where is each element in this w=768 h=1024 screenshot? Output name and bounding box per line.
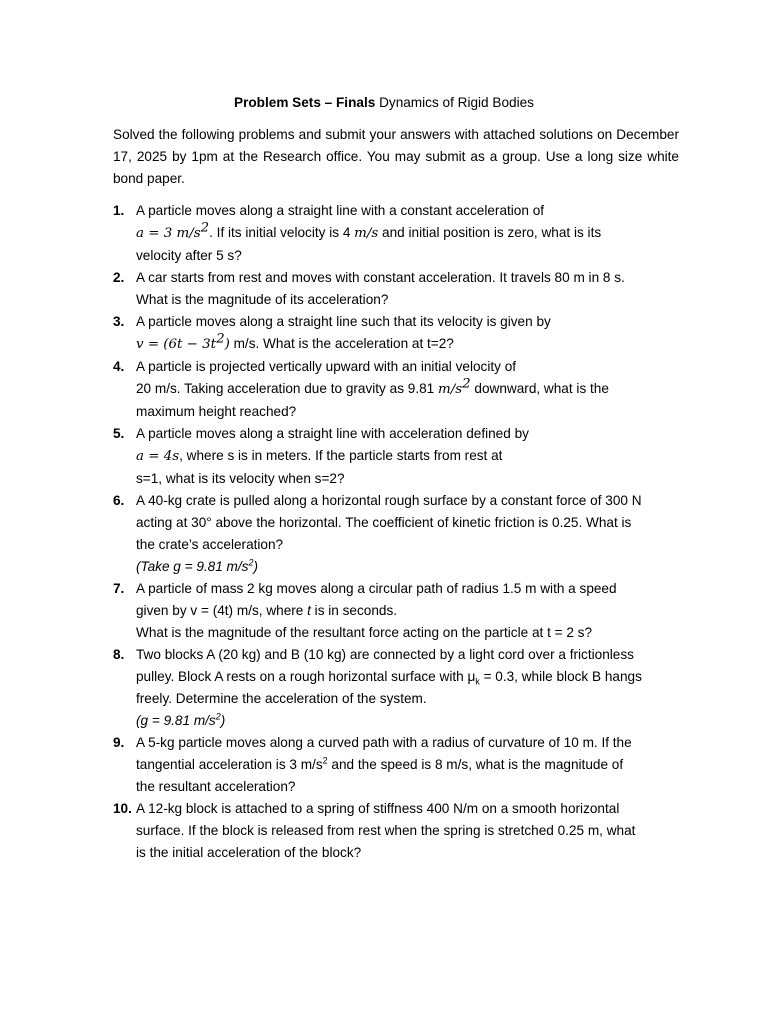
problem-text: A particle of mass 2 kg moves along a circular path of radius 1.5 m with a speed (136, 581, 617, 596)
note-exponent: 2 (215, 711, 221, 722)
problem-text: velocity after 5 s? (136, 248, 242, 263)
problem-text: A particle moves along a straight line with a constant acceleration of (136, 203, 545, 218)
title-bold: Problem Sets – Finals (234, 95, 376, 110)
problem-item-10 (113, 798, 673, 864)
problem-item-5 (113, 423, 673, 490)
problem-text: What is the magnitude of the resultant force acting on the particle at t = 2 s? (136, 625, 593, 640)
unit-exponent: 2 (322, 755, 328, 766)
problem-text: Two blocks A (20 kg) and B (10 kg) are connected by a light cord over a frictionless (136, 647, 634, 662)
equation: a = 3 m/s (136, 226, 201, 241)
problem-text: and the speed is 8 m/s, what is the magnitude of (327, 757, 624, 772)
note-close: ) (220, 713, 226, 728)
problem-note: (g = 9.81 m/s (136, 713, 216, 728)
problem-text: pulley. Block A rests on a rough horizontal surface with μ (136, 669, 476, 684)
equation-exponent: 2 (200, 220, 210, 236)
problem-text: acting at 30° above the horizontal. The coefficient of kinetic friction is 0.25. What is (136, 515, 632, 530)
problem-item-9 (113, 732, 673, 798)
problem-text: s=1, what is its velocity when s=2? (136, 471, 345, 486)
problem-number: 10. (113, 801, 132, 816)
page-title (0, 92, 768, 114)
problem-item-6 (113, 490, 673, 578)
problem-number: 4. (113, 359, 125, 374)
problem-number: 7. (113, 581, 125, 596)
unit-exponent: 2 (462, 376, 471, 392)
problem-item-3 (113, 311, 673, 356)
problem-text: = 0.3, while block B hangs (479, 669, 642, 684)
note-close: ) (253, 559, 259, 574)
problem-text: A 5-kg particle moves along a curved path with a radius of curvature of 10 m. If the (136, 735, 632, 750)
problem-text: and initial position is zero, what is its (378, 225, 602, 240)
problem-item-2 (113, 267, 673, 311)
problem-text: A car starts from rest and moves with constant acceleration. It travels 80 m in 8 s. (136, 270, 625, 285)
note-exponent: 2 (248, 557, 254, 568)
problem-text: A particle moves along a straight line with acceleration defined by (136, 426, 529, 441)
problem-number: 9. (113, 735, 125, 750)
problem-item-1 (113, 200, 673, 267)
problem-number: 1. (113, 203, 125, 218)
problem-text: downward, what is the (470, 381, 609, 396)
problem-text: tangential acceleration is 3 m/s (136, 757, 323, 772)
problem-text: , where s is in meters. If the particle starts from rest at (179, 448, 503, 463)
friction-subscript: k (475, 676, 480, 687)
problem-note: (Take g = 9.81 m/s (136, 559, 249, 574)
problem-item-7 (113, 578, 673, 644)
problem-list (113, 200, 673, 864)
equation-close: ) (224, 337, 230, 352)
problem-number: 3. (113, 314, 125, 329)
problem-text: is the initial acceleration of the block? (136, 845, 362, 860)
problem-text: freely. Determine the acceleration of the system. (136, 691, 427, 706)
title-subject: Dynamics of Rigid Bodies (379, 95, 534, 110)
problem-text: A particle is projected vertically upward with an initial velocity of (136, 359, 517, 374)
problem-text: . If its initial velocity is 4 (209, 225, 355, 240)
unit: m/s (354, 226, 379, 241)
problem-text: A 12-kg block is attached to a spring of stiffness 400 N/m on a smooth horizontal (136, 801, 620, 816)
equation-exponent: 2 (216, 331, 225, 347)
problem-text: What is the magnitude of its acceleration? (136, 292, 389, 307)
equation: a = 4s (136, 449, 180, 464)
problem-number: 5. (113, 426, 125, 441)
problem-text: surface. If the block is released from rest when the spring is stretched 0.25 m, what (136, 823, 636, 838)
problem-text: A 40-kg crate is pulled along a horizontal rough surface by a constant force of 300 N (136, 493, 642, 508)
instructions-paragraph: Solved the following problems and submit your answers with attached solutions on December 17, 2025 by 1pm at the Research office. You may submit as a group. Use a long size white bond paper. (113, 127, 679, 186)
problem-text: A particle moves along a straight line such that its velocity is given by (136, 314, 551, 329)
problem-item-4 (113, 356, 673, 423)
equation: v = (6t − 3t (136, 337, 217, 352)
problem-number: 6. (113, 493, 125, 508)
variable-t: t (307, 603, 311, 618)
problem-text: given by v = (4t) m/s, where (136, 603, 308, 618)
problem-number: 2. (113, 270, 125, 285)
problem-text: the resultant acceleration? (136, 779, 296, 794)
problem-text: m/s. What is the acceleration at t=2? (229, 336, 454, 351)
problem-text: 20 m/s. Taking acceleration due to gravity as 9.81 (136, 381, 439, 396)
problem-text: the crate’s acceleration? (136, 537, 284, 552)
unit: m/s (438, 382, 463, 397)
problem-text: is in seconds. (310, 603, 398, 618)
problem-number: 8. (113, 647, 125, 662)
problem-text: maximum height reached? (136, 404, 297, 419)
problem-item-8 (113, 644, 673, 732)
